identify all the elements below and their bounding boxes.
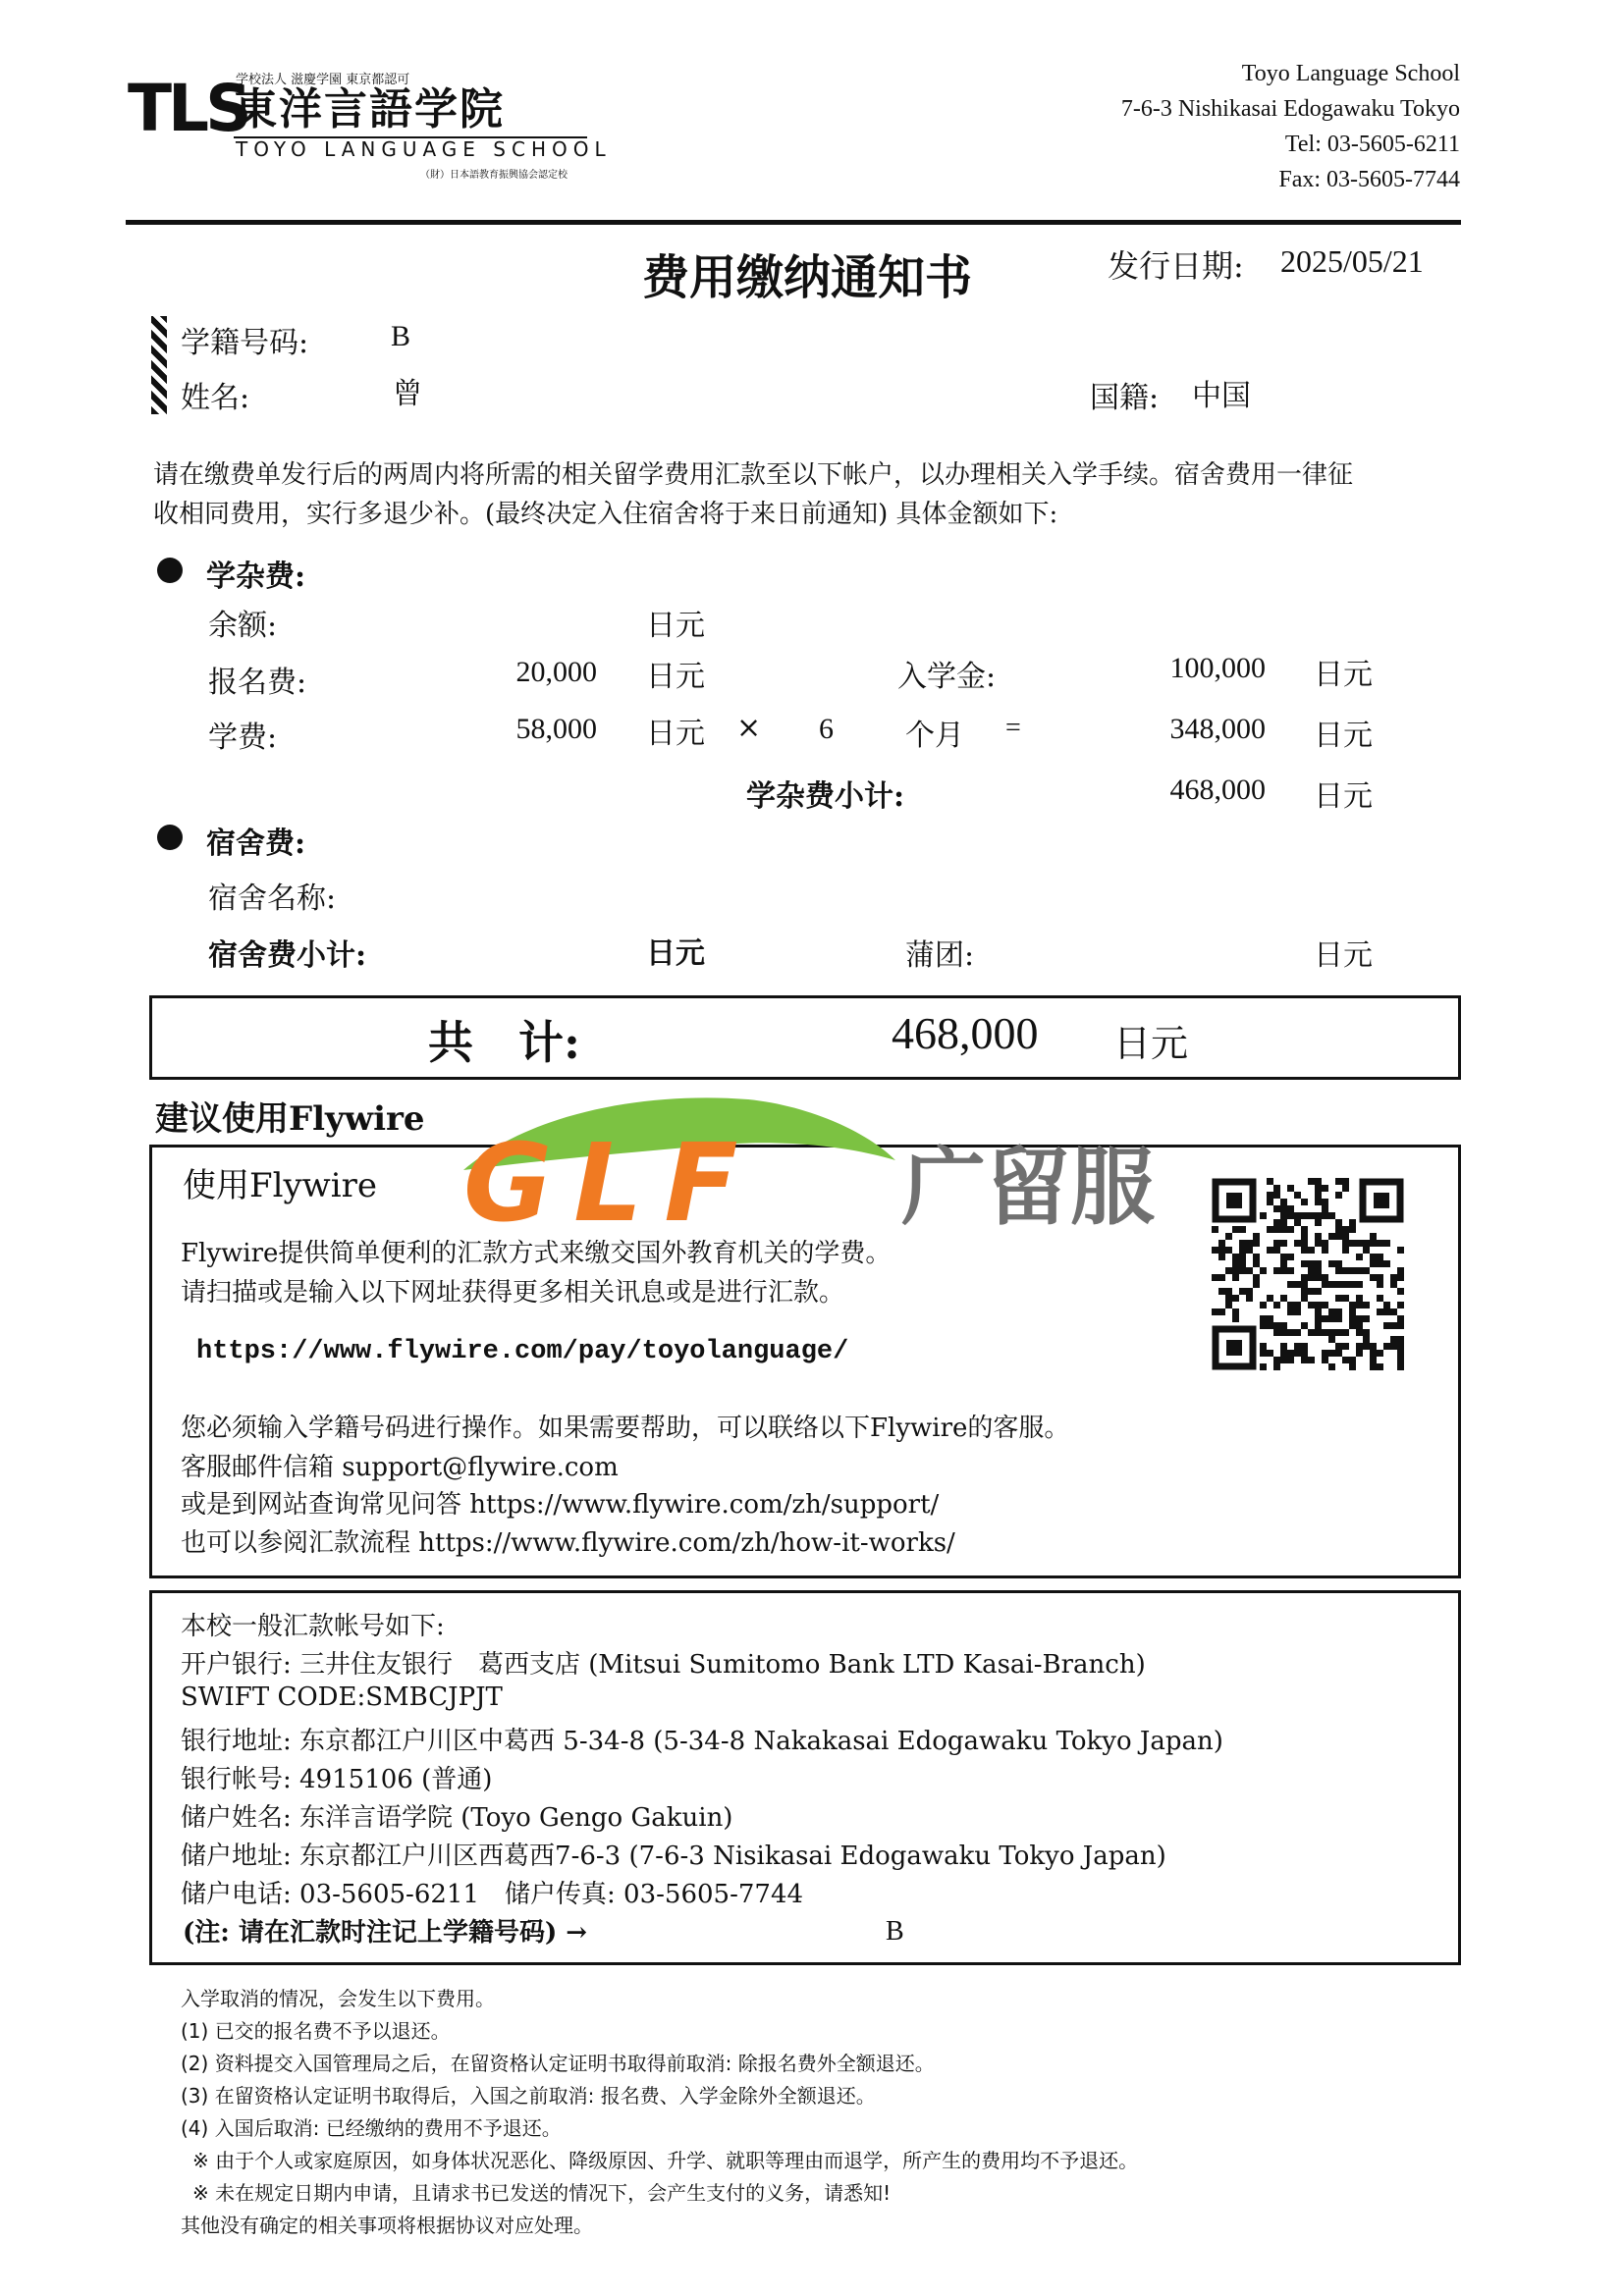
bank-line-3: 银行地址: 东京都江户川区中葛西 5-34-8 (5-34-8 Nakakasai Edogawaku Tokyo Japan): [181, 1727, 1223, 1756]
tuition-subtotal: 468,000: [1169, 774, 1266, 806]
app-fee-unit: 日元: [646, 660, 705, 694]
dorm-name-label: 宿舍名称:: [208, 881, 337, 916]
bank-line-1: 开户银行: 三井住友银行 葛西支店 (Mitsui Sumitomo Bank LTD Kasai-Branch): [181, 1650, 1146, 1680]
bank-note-value: B: [886, 1916, 904, 1947]
bank-line-6: 储户地址: 东京都江户川区西葛西7-6-3 (7-6-3 Nisikasai Edogawaku Tokyo Japan): [181, 1842, 1166, 1871]
page-title: 费用缴纳通知书: [642, 250, 973, 305]
total-value: 468,000: [892, 1008, 1039, 1058]
dorm-subtotal-label: 宿舍费小计:: [208, 938, 367, 973]
student-name: 曾: [393, 377, 422, 411]
student-id: B: [391, 320, 411, 352]
app-fee-label: 报名费:: [208, 666, 307, 700]
total-box: [149, 995, 1461, 1080]
cancel-intro: 入学取消的情况，会发生以下费用。: [181, 1987, 495, 2010]
flywire-help-3: 或是到网站查询常见问答 https://www.flywire.com/zh/support/: [181, 1490, 940, 1520]
student-id-label: 学籍号码:: [181, 326, 309, 360]
school-tel: Tel: 03-5605-6211: [1284, 132, 1460, 157]
nationality: 中国: [1192, 379, 1251, 413]
watermark-latin: GLF: [463, 1120, 760, 1246]
logo-name-jp: 東洋言語学院: [234, 84, 505, 134]
student-name-label: 姓名:: [181, 381, 250, 415]
dorm-subtotal-unit: 日元: [646, 936, 705, 971]
intro-line-2: 收相同费用，实行多退少补。(最终决定入住宿舍将于来日前通知) 具体金额如下:: [153, 500, 1058, 529]
tuition-label: 学费:: [208, 721, 278, 755]
cancel-item-1: (1) 已交的报名费不予以退还。: [181, 2019, 451, 2043]
issue-date-label: 发行日期:: [1108, 247, 1244, 285]
tuition-bullet: [157, 558, 183, 583]
futon-unit: 日元: [1314, 938, 1373, 973]
qr-code[interactable]: [1212, 1178, 1404, 1370]
header-divider: [126, 220, 1461, 225]
logo-mark: TLS: [128, 71, 248, 146]
tuition-total-unit: 日元: [1314, 719, 1373, 753]
logo-name-en: TOYO LANGUAGE SCHOOL: [236, 137, 612, 161]
dorm-bullet: [157, 825, 183, 850]
school-address: 7-6-3 Nishikasai Edogawaku Tokyo: [1120, 96, 1460, 122]
total-unit: 日元: [1113, 1022, 1189, 1065]
balance-unit: 日元: [646, 609, 705, 643]
bank-note: (注: 请在汇款时注记上学籍号码) →: [183, 1918, 588, 1948]
bank-line-4: 银行帐号: 4915106 (普通): [181, 1765, 493, 1794]
flywire-help-1: 您必须输入学籍号码进行操作。如果需要帮助，可以联络以下Flywire的客服。: [181, 1414, 1070, 1443]
times-sign: ×: [736, 711, 762, 745]
tuition-unit: 日元: [646, 717, 705, 751]
flywire-recommend: 建议使用Flywire: [155, 1099, 425, 1139]
total-label: 共 计:: [428, 1016, 580, 1069]
admission-label: 入学金:: [897, 660, 997, 694]
issue-date: 2025/05/21: [1280, 243, 1424, 279]
futon-label: 蒲团:: [905, 938, 975, 973]
tuition-heading: 学杂费:: [206, 560, 306, 594]
tuition-total: 348,000: [1169, 713, 1266, 745]
logo-rule: [234, 136, 587, 138]
flywire-box-title: 使用Flywire: [183, 1166, 378, 1205]
watermark-chinese: 广留服: [901, 1139, 1155, 1237]
logo-small-bottom: （財）日本語教育振興協会認定校: [420, 170, 568, 181]
flywire-help-4: 也可以参阅汇款流程 https://www.flywire.com/zh/how-it-works/: [181, 1528, 955, 1558]
equals-sign: =: [1005, 713, 1021, 743]
app-fee-value: 20,000: [515, 656, 597, 688]
cancel-footer: 其他没有确定的相关事项将根据协议对应处理。: [181, 2214, 593, 2237]
intro-line-1: 请在缴费单发行后的两周内将所需的相关留学费用汇款至以下帐户，以办理相关入学手续。宿舍费用一律征: [153, 460, 1354, 490]
months-value: 6: [819, 713, 834, 745]
flywire-desc-1: Flywire提供简单便利的汇款方式来缴交国外教育机关的学费。: [181, 1239, 892, 1268]
school-fax: Fax: 03-5605-7744: [1278, 167, 1460, 192]
months-unit: 个月: [905, 719, 964, 753]
cancel-item-2: (2) 资料提交入国管理局之后，在留资格认定证明书取得前取消: 除报名费外全额退还。: [181, 2052, 935, 2075]
school-name: Toyo Language School: [1241, 61, 1460, 86]
cancel-note-1: ※ 由于个人或家庭原因，如身体状况恶化、降级原因、升学、就职等理由而退学，所产生的费用均不予退还。: [192, 2149, 1139, 2172]
bank-line-5: 储户姓名: 东洋言语学院 (Toyo Gengo Gakuin): [181, 1803, 733, 1833]
logo-small-top: 学校法人 滋慶学園 東京都認可: [236, 73, 410, 87]
flywire-help-2: 客服邮件信箱 support@flywire.com: [181, 1453, 619, 1482]
tuition-monthly: 58,000: [515, 713, 597, 745]
dorm-heading: 宿舍费:: [206, 827, 306, 861]
tuition-subtotal-label: 学杂费小计:: [746, 779, 905, 814]
bank-line-7: 储户电话: 03-5605-6211 储户传真: 03-5605-7744: [181, 1880, 804, 1909]
tuition-subtotal-unit: 日元: [1314, 779, 1373, 814]
nationality-label: 国籍:: [1090, 381, 1160, 415]
bank-title: 本校一般汇款帐号如下:: [181, 1612, 445, 1641]
admission-unit: 日元: [1314, 658, 1373, 692]
flywire-desc-2: 请扫描或是输入以下网址获得更多相关讯息或是进行汇款。: [181, 1278, 845, 1308]
admission-value: 100,000: [1169, 652, 1266, 684]
bank-line-2: SWIFT CODE:SMBCJPJT: [181, 1682, 503, 1712]
cancel-item-3: (3) 在留资格认定证明书取得后，入国之前取消: 报名费、入学金除外全额退还。: [181, 2084, 876, 2108]
cancel-item-4: (4) 入国后取消: 已经缴纳的费用不予退还。: [181, 2116, 562, 2140]
flywire-url[interactable]: https://www.flywire.com/pay/toyolanguage/: [196, 1337, 849, 1366]
cancel-note-2: ※ 未在规定日期内申请，且请求书已发送的情况下，会产生支付的义务，请悉知!: [192, 2181, 892, 2205]
balance-label: 余额:: [208, 609, 278, 643]
redaction-hatch: [151, 316, 167, 414]
